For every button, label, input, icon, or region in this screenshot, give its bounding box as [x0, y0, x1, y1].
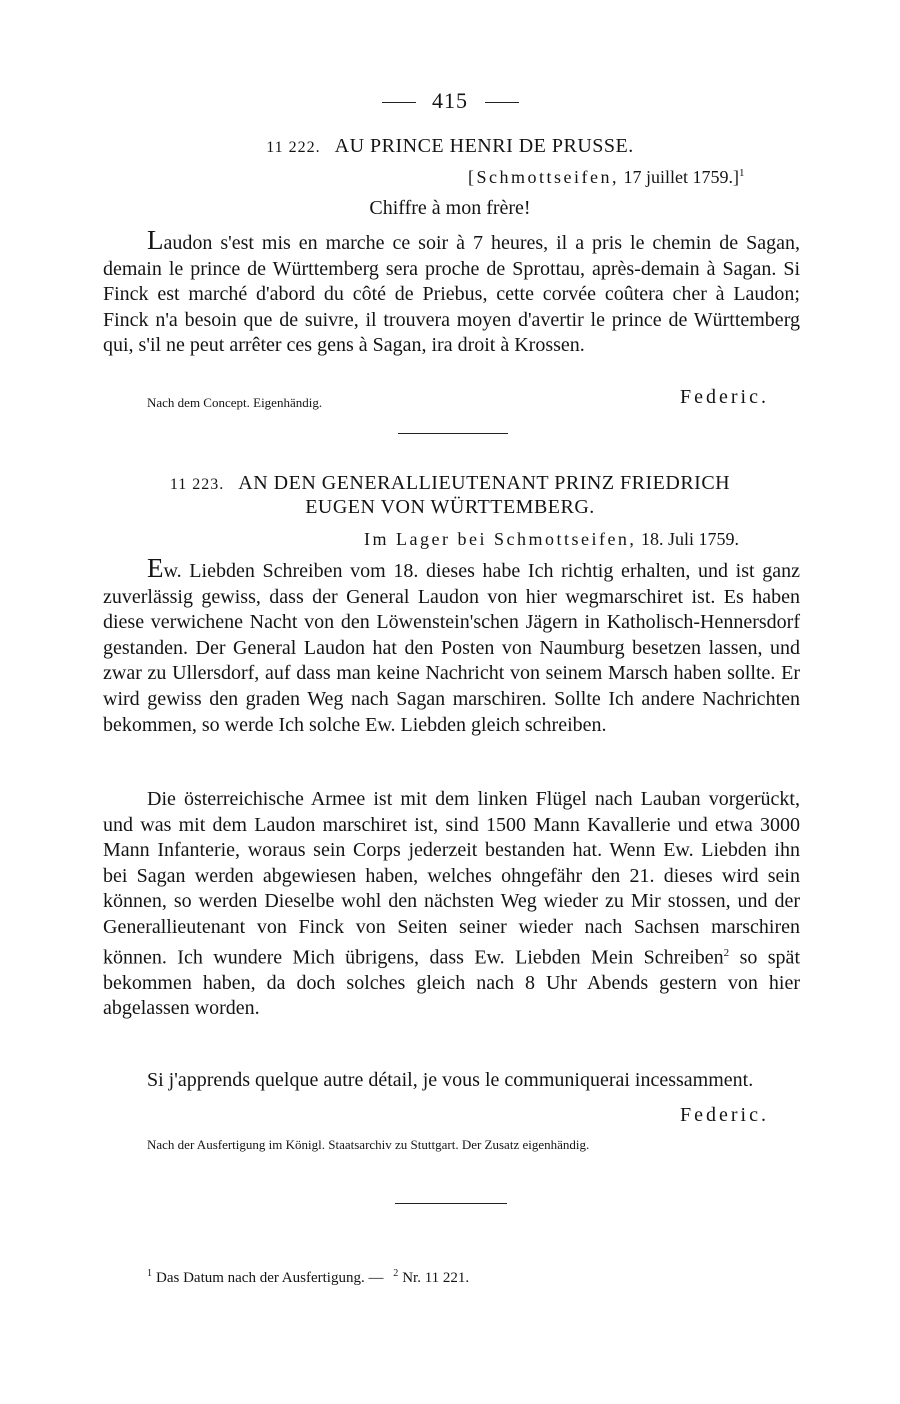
footnote-1-text: Das Datum nach der Ausfertigung. —: [156, 1270, 384, 1286]
letter2-title-line2: EUGEN VON WÜRTTEMBERG.: [305, 496, 595, 518]
letter2-paragraph-2-text: Die österreichische Armee ist mit dem linken Flügel nach Lauban vorgerückt, und was mit dem Laudon marschiret ist, sind 1500 Mann Kavallerie und etwa 3000 Mann Infanterie, woraus sein Corps jederzeit bestanden hat. Wenn Ew. Liebden ihn bei Sagan werden abgewiesen haben, welches ohngefähr den 21. dieses wird sein können, so werden Dieselbe wohl den nächsten Weg wieder zu Mir stossen, und der Generallieutenant von Finck von Seiten seiner wieder nach Sachsen marschiren können. Ich wundere Mich übrigens, dass Ew. Liebden Mein Schreiben: [103, 788, 800, 969]
footnote-2-mark: 2: [393, 1268, 399, 1279]
letter1-number: 11 222.: [266, 139, 321, 156]
letter2-paragraph-2-end: so spät bekommen haben, da doch solches gleich nach 8 Uhr Abends gestern von hier abgelassen worden.: [103, 946, 800, 1020]
section-divider-2: [395, 1203, 507, 1204]
letter2-heading: [0, 472, 900, 495]
footnote-1-mark: 1: [147, 1268, 152, 1279]
letter2-title-line1: AN DEN GENERALLIEUTENANT PRINZ FRIEDRICH: [238, 472, 731, 494]
letter2-number: 11 223.: [169, 476, 225, 493]
letter1-source: Nach dem Concept. Eigenhändig.: [147, 395, 323, 410]
letter2-postscript: [103, 1068, 800, 1094]
letter1-date-place: [Schmottseifen,: [468, 167, 619, 187]
letter1-signature: Federic.: [680, 386, 769, 408]
letter1-body-text: audon s'est mis en marche ce soir à 7 heures, il a pris le chemin de Sagan, demain le prince de Württemberg sera proche de Sprottau, après-demain à Sagan. Si Finck est marché d'abord du côté de Priebus, cette corvée coûtera cher à Laudon; Finck n'a besoin que de suivre, il trouvera moyen d'avertir le prince de Württemberg qui, s'il ne peut arrêter ces gens à Sagan, ira droit à Krossen.: [103, 232, 800, 357]
section-divider-1: [398, 433, 508, 434]
page-number: 415: [432, 88, 468, 113]
page-number-dash-left: [382, 102, 416, 103]
letter1-date-day: 17 juillet 1759.]: [623, 167, 739, 187]
page-number-row: [0, 88, 900, 114]
letter1-dateline: [468, 167, 744, 188]
letter2-date-place: Im Lager bei Schmottseifen,: [364, 529, 637, 549]
letter2-dateline: [364, 529, 739, 550]
letter1-heading: [0, 135, 900, 158]
footnotes: [147, 1268, 469, 1287]
letter2-paragraph-2-note: 2: [723, 946, 730, 959]
footnote-2-text: Nr. 11 221.: [402, 1270, 470, 1286]
letter2-postscript-text: Si j'apprends quelque autre détail, je vous le communiquerai incessamment.: [147, 1069, 754, 1091]
letter2-date-day: 18. Juli 1759.: [640, 529, 739, 549]
page-number-dash-right: [485, 102, 519, 103]
letter1-title: AU PRINCE HENRI DE PRUSSE.: [334, 135, 634, 157]
letter2-signature: Federic.: [680, 1104, 769, 1126]
letter1-subtitle: Chiffre à mon frère!: [369, 197, 531, 219]
letter2-paragraph-2: [103, 787, 800, 1022]
letter2-initial: E: [147, 553, 164, 583]
letter2-paragraph-1: [103, 553, 800, 738]
letter2-paragraph-1-text: w. Liebden Schreiben vom 18. dieses habe Ich richtig erhalten, und ist ganz zuverlässig gewiss, dass der General Laudon von hier wegmarschiret ist. Es haben diese verwichene Nacht von den Löwenstein'schen Jägern in Katholisch-Hennersdorf gestanden. Der General Laudon hat den Posten von Naumburg besetzen lassen, und zwar zu Ullersdorf, auf dass man keine Nachricht von seinem Marsch haben sollte. Er wird gewiss den graden Weg nach Sagan marschiren. Sollte Ich andere Nachrichten bekommen, so werde Ich solche Ew. Liebden gleich schreiben.: [103, 560, 800, 736]
letter1-body: [103, 225, 800, 359]
letter2-source: Nach der Ausfertigung im Königl. Staatsarchiv zu Stuttgart. Der Zusatz eigenhändig.: [147, 1137, 590, 1152]
letter1-initial: L: [147, 225, 164, 255]
letter1-date-note: 1: [738, 167, 745, 179]
